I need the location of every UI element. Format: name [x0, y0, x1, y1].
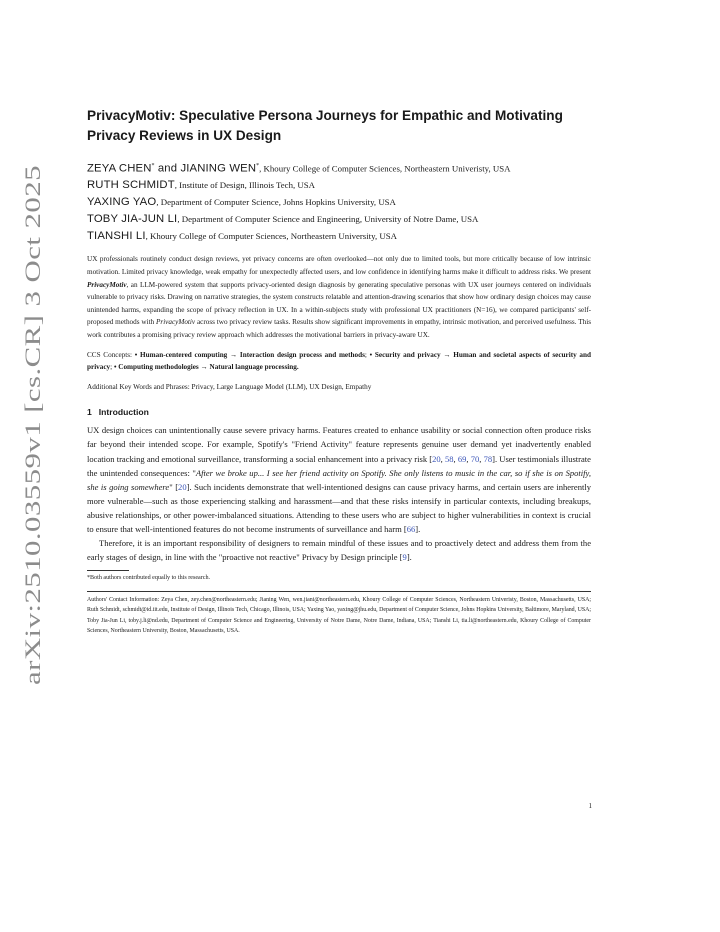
author-contact-information: Authors' Contact Information: Zeya Chen, zey.chen@northeastern.edu; Jianing Wen, wen.jiani@northeastern.edu, Khoury College of Computer Sciences, Northeastern Univeristy, Boston, Massachusetts, USA; Ruth Schmidt, schmidt@id.iit.edu, Institute of Design, Illinois Tech, Chicago, Illinois, USA; Yaxing Yao, yaxing@jhu.edu, Department of Computer Science, Johns Hopkins University, Baltimore, Maryland, USA; Toby Jia-Jun Li, toby.j.li@nd.edu, Department of Computer Science and Engineering, University of Notre Dame, Notre Dame, Indiana, USA; Tianshi Li, tia.li@northeastern.edu, Khoury College of Computer Sciences, Northeastern University, Boston, Massachusetts, USA.	[87, 597, 591, 634]
author-affiliation: , Khoury College of Computer Sciences, Northeastern University, USA	[145, 231, 397, 242]
author-name: RUTH SCHMIDT	[87, 179, 175, 192]
citation-link[interactable]: 20	[178, 481, 187, 492]
author-line-3	[87, 194, 591, 211]
body-text: UX design choices can unintentionally cause severe privacy harms. Features created to enhance usability or social connection often produce risks far beyond their intended scope. For example, Spotify's "Friend Activity" feature represents genuine user demand yet inadvertently enabled location tracking and emotional surveillance, transforming a social enhancement into a privacy risk [	[87, 425, 591, 464]
author-line-5	[87, 228, 591, 245]
section-number: 1	[87, 407, 92, 418]
author-line-2	[87, 177, 591, 194]
ccs-concept: • Security and privacy → Human and societal aspects of security and privacy	[87, 350, 592, 372]
author-affiliation: , Department of Computer Science, Johns Hopkins University, USA	[156, 197, 396, 208]
author-name: JIANING WEN	[180, 162, 257, 175]
citation-link[interactable]: 66	[406, 523, 416, 534]
title-line-1: PrivacyMotiv: Speculative Persona Journeys for Empathic and Motivating	[87, 108, 563, 123]
body-text: ]. User testimonials illustrate the unintended consequences: "	[87, 453, 591, 478]
author-name: TOBY JIA-JUN LI	[87, 213, 178, 226]
arxiv-identifier-svg	[10, 150, 54, 690]
body-text: ]. Such incidents demonstrate that well-intentioned designs can cause privacy harms, and certain users are inherently more vulnerable—such as those experiencing stalking and harassment—and that these risks intensify in particular contexts, including breakups, abusive relationships, or other power-imbalanced situations. Attending to these users who are subject to higher vulnerabilities in context is crucial to ensure that well-intentioned features do not become instruments of surveillance and harm [	[87, 481, 591, 534]
ccs-separator: ;	[110, 363, 114, 372]
author-line-1	[87, 158, 591, 177]
author-name: YAXING YAO	[87, 196, 157, 209]
contact-divider	[87, 591, 591, 592]
section-title: Introduction	[98, 407, 149, 418]
citation-link[interactable]: 78	[483, 453, 493, 464]
testimonial-quote: After we broke up... I see her friend activity on Spotify. She only listens to music in the car, so if she is on Spotify, she is going somewhere	[87, 467, 591, 492]
equal-contribution-mark: *	[256, 163, 260, 169]
system-name: PrivacyMotiv	[87, 280, 127, 289]
section-heading	[87, 407, 591, 417]
intro-paragraph-2	[87, 536, 591, 564]
footnote: *Both authors contributed equally to this research.	[87, 575, 211, 582]
author-list	[87, 158, 591, 245]
author-name: ZEYA CHEN	[87, 162, 152, 175]
arxiv-identifier-text: arXiv:2510.03559v1 [cs.CR] 3 Oct 2025	[20, 314, 45, 685]
system-name-italic: PrivacyMotiv	[156, 318, 196, 327]
author-affiliation: , Khoury College of Computer Sciences, Northeastern Univeristy, USA	[259, 163, 511, 174]
page-number: 1	[588, 802, 592, 810]
citation-link[interactable]: 9	[402, 552, 407, 563]
ccs-separator: ;	[364, 350, 370, 359]
author-affiliation: , Institute of Design, Illinois Tech, USA	[174, 180, 315, 191]
author-affiliation: , Department of Computer Science and Engineering, University of Notre Dame, USA	[177, 214, 479, 225]
citation-link[interactable]: 70	[470, 453, 480, 464]
ccs-concepts	[87, 349, 591, 374]
intro-paragraph-1: UX design choices can unintentionally cause severe privacy harms. Features created to enhance usability or social connection often produce risks far beyond their intended scope. For example, Spotify's "Friend Activity" feature represents genuine user demand yet inadvertently enabled location tracking and emotional surveillance, transforming a social enhancement into a privacy risk [20, 58, 69, 70, 78]. User testimonials illustrate the unintended consequences: "After we broke up... I see her friend activity on Spotify. She only listens to music in the car, so if she is on Spotify, she is going somewhere" [20]. Such incidents demonstrate that well-intentioned designs can cause privacy harms, and certain users are inherently more vulnerable—such as those experiencing stalking and harassment—and that these risks intensify in particular contexts, including breakups, abusive relationships, or other power-imbalanced situations. Attending to these users who are subject to higher vulnerabilities in context is crucial to ensure that well-intentioned features do not become instruments of surveillance and harm [66].	[87, 425, 591, 534]
ccs-concept: • Human-centered computing → Interaction design process and methods	[134, 350, 365, 359]
ccs-concept: • Computing methodologies → Natural language processing	[113, 363, 297, 372]
abstract-text: , an LLM-powered system that supports privacy-oriented design diagnosis by generating speculative personas with UX user journeys centered on individuals vulnerable to privacy risks. Drawing on narrative strategies, the system constructs relatable and attention-drawing scenarios that show how ordinary design choices may cause unintended harms, expanding the scope of privacy reflection in UX. In a within-subjects study with professional UX practitioners (N=16), we compared participants' self-proposed methods with	[87, 280, 591, 327]
paper-first-page	[87, 106, 591, 636]
citation-link[interactable]: 69	[457, 453, 467, 464]
paper-title	[87, 106, 591, 146]
abstract-text: UX professionals routinely conduct design reviews, yet privacy concerns are often overlooked—not only due to limited tools, but more critically because of low intrinsic motivation. Limited privacy knowledge, weak empathy for unexpectedly affected users, and low confidence in identifying harms make it difficult to address risks. We present	[87, 255, 591, 276]
author-name: TIANSHI LI	[87, 230, 146, 243]
arxiv-identifier-sidebar	[10, 150, 54, 690]
body-text: ].	[415, 523, 421, 534]
author-line-4	[87, 211, 591, 228]
body-text: Therefore, it is an important responsibility of designers to remain mindful of these issues and to proactively detect and address them from the early stages of design, in line with the "proactive not reactive" Privacy by Design principle [	[87, 538, 591, 563]
author-joiner: and	[154, 162, 181, 175]
body-text: ].	[406, 552, 412, 563]
citation-link[interactable]: 20	[432, 453, 441, 464]
body-text: " [	[169, 481, 179, 492]
footnote-divider	[87, 570, 129, 571]
title-line-2: Privacy Reviews in UX Design	[87, 128, 282, 143]
ccs-end: .	[296, 363, 299, 372]
abstract-text: across two privacy review tasks. Results show significant improvements in empathy, intrinsic motivation, and perceived usefulness. This work contributes a promising privacy review approach which addresses the motivational barriers in privacy-aware UX.	[87, 318, 592, 339]
ccs-label: CCS Concepts:	[87, 350, 135, 359]
equal-contribution-mark: *	[151, 163, 155, 169]
keywords: Additional Key Words and Phrases: Privacy, Large Language Model (LLM), UX Design, Empathy	[87, 382, 372, 391]
citation-link[interactable]: 58	[444, 453, 454, 464]
abstract	[87, 253, 591, 341]
